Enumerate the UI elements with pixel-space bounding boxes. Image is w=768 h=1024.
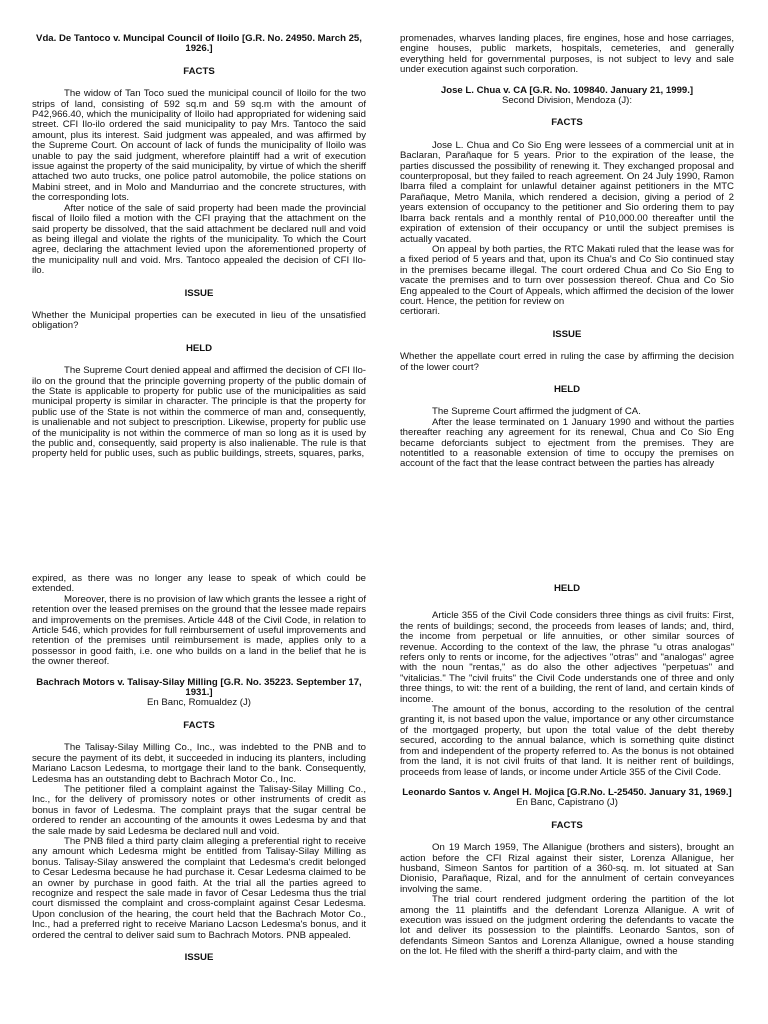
held-paragraph: Article 355 of the Civil Code considers three things as civil fruits: First, the rents of buildings; second, the proceeds from leases of lands; and, third, the income from perpetual or life annuities, or other similar sources of revenue. According to the context of the law, the phrase "u otras analogas" refers only to rents or income, for the adjectives "otras" and "analogas" agree with the noun "rentas," as do also the other adjectives "perpetuas" and "vitalicias." The "civil fruits" the Civil Code understands one of three and only three things, to wit: the rent of a building, the rent of land, and certain kinds of income.: [400, 610, 734, 705]
issue-text: Whether the appellate court erred in ruling the case by affirming the decision of the lower court?: [400, 351, 734, 373]
continued-text: expired, as there was no longer any lease to speak of which could be extended.: [32, 573, 366, 595]
facts-paragraph: On appeal by both parties, the RTC Makati ruled that the lease was for a fixed period of 5 years and that, upon its Chua's and Co Sio continued stay in the premises became illegal. The court ordered Chua and Co Sio Eng to vacate the premises and to turn over possession thereof. Chua and Co Sio Eng appealed to the Court of Appeals, which affirmed the decision of the lower court. Hence, the petition for review on: [400, 243, 734, 307]
held-heading: HELD: [185, 342, 213, 354]
issue-heading: ISSUE: [184, 287, 214, 299]
facts-paragraph: On 19 March 1959, The Allanigue (brothers and sisters), brought an action before the CFI Rizal against their sister, Lorenza Allanigue, her husband, Simeon Santos for partition of a 360-sq. m. lot situated at San Dionisio, Parañaque, Rizal, and for the annulment of certain conveyances involving the same.: [400, 842, 734, 895]
facts-heading: FACTS: [183, 719, 215, 731]
facts-paragraph: The petitioner filed a complaint against the Talisay-Silay Milling Co., Inc., for the delivery of promissory notes or other instruments of credit as bonus in favor of Ledesma. The complaint prays that the sugar central be ordered to render an accounting of the amounts it owes Ledesma by and that the sale made by said Ledesma be declared null and void.: [32, 783, 366, 837]
facts-paragraph: Jose L. Chua and Co Sio Eng were lessees of a commercial unit at in Baclaran, Parañaque for 5 years. Prior to the expiration of the lease, the parties discussed the possibility of renewing it. They exchanged proposal and counterproposal, but they failed to reach agreement. On 24 July 1990, Ramon Ibarra filed a complaint for unlawful detainer against petitioners in the MTC Parañaque, Metro Manila, which rendered a decision, giving a period of 2 years extension of occupancy to the petitioner and Sio ordering them to pay Ibarra back rentals and a monthly rental of P10,000.00 thereafter until the expiration of extension of their occupancy or until the subject premises is actually vacated.: [400, 139, 734, 245]
facts-paragraph: After notice of the sale of said property had been made the provincial fiscal of Iloilo filed a motion with the CFI praying that the attachment on the said property be dissolved, that the said attachment be declared null and void as being illegal and violate the rights of the municipality. To which the Court agree, declaring the attachment levied upon the aforementioned property of the municipality null and void. Mrs. Tantoco appealed the decision of CFI Ilo-ilo.: [32, 202, 366, 277]
case-title-santos: Leonardo Santos v. Angel H. Mojica [G.R.No. L-25450. January 31, 1969.]: [402, 786, 732, 798]
case-division: En Banc, Romualdez (J): [147, 697, 251, 709]
held-paragraph: The amount of the bonus, according to the resolution of the central granting it, is not based upon the value, importance or any other circumstance of the mortgaged property, but upon the total value of the debt thereby secured, according to the annual balance, which is something quite distinct from and independent of the property referred to. As the bonus is not obtained from the land, it is not civil fruits of that land. It is neither rent of buildings, proceeds from lease of lands, or income under Article 355 of the Civil Code.: [400, 704, 734, 778]
case-title-bachrach: Bachrach Motors v. Talisay-Silay Milling [G.R. No. 35223. September 17, 1931.]: [36, 676, 362, 699]
case-division: En Banc, Capistrano (J): [516, 797, 618, 809]
facts-paragraph: The Talisay-Silay Milling Co., Inc., was indebted to the PNB and to secure the payment of its debt, it succeeded in inducing its planters, including Mariano Lacson Ledesma, to mortgage their land to the bank. Consequently, Ledesma has an outstanding debt to Bachrach Motor Co., Inc.: [32, 742, 366, 785]
case-title-chua: Jose L. Chua v. CA [G.R. No. 109840. January 21, 1999.]: [440, 84, 694, 96]
facts-paragraph: certiorari.: [400, 306, 440, 318]
issue-heading: ISSUE: [552, 328, 582, 340]
continued-paragraph: Moreover, there is no provision of law which grants the lessee a right of retention over the leased premises on the ground that the lessee made repairs and improvements on the premises. Article 448 of the Civil Code, in relation to Article 546, which provides for full reimbursement of useful improvements and retention of the premises until reimbursement is made, applies only to a possessor in good faith, i.e. one who builds on a land in the belief that he is the owner thereof.: [32, 593, 366, 668]
facts-heading: FACTS: [551, 819, 583, 831]
facts-paragraph: The PNB filed a third party claim alleging a preferential right to receive any amount which Ledesma might be entitled from Talisay-Silay Milling as bonus. Talisay-Silay answered the complaint that Ledesma's credit belonged to Cesar Ledesma because he had purchase it. Cesar Ledesma claimed to be an owner by purchase in good faith. At the trial all the parties agreed to recognize and respect the sale made in favor of Cesar Ledesma thus the trial court dismissed the complaint and cross-complaint against Cesar Ledesma. Upon conclusion of the hearing, the court held that the Bachrach Motor Co., Inc., had a preferred right to receive Mariano Lacson Ledesma's bonus, and it ordered the central to deliver said sum to Bachrach Motors. PNB appealed.: [32, 835, 366, 941]
column-top-right: [400, 34, 734, 470]
facts-heading: FACTS: [183, 65, 215, 77]
case-division: Second Division, Mendoza (J):: [501, 95, 633, 107]
facts-paragraph: The widow of Tan Toco sued the municipal council of Iloilo for the two strips of land, consisting of 592 sq.m and 59 sq.m with the amount of P42,966.40, which the municipality of Iloilo had appropriated for widening said street. CFI Ilo-ilo ordered the said municipality to pay Mrs. Tantoco the said amount, plus its interest. Said judgment was appealed, and was affirmed by the Supreme Court. On account of lack of funds the municipality of Iloilo was unable to pay the said judgment, wherefore plaintiff had a writ of execution issue against the property of the said municipality, by virtue of which the sheriff attached two auto trucks, one police patrol automobile, the police stations on Mabini street, and in Molo and Mandurriao and the concrete structures, with the corresponding lots.: [32, 88, 366, 204]
case-title-tantoco: Vda. De Tantoco v. Muncipal Council of Iloilo [G.R. No. 24950. March 25, 1926.]: [36, 33, 362, 55]
column-bottom-right: [400, 584, 734, 958]
column-top-left: [32, 34, 366, 460]
held-paragraph: The Supreme Court affirmed the judgment of CA.: [432, 406, 641, 418]
held-heading: HELD: [553, 583, 581, 594]
facts-heading: FACTS: [551, 117, 583, 129]
issue-text: Whether the Municipal properties can be executed in lieu of the unsatisfied obligation?: [32, 309, 366, 332]
held-paragraph: After the lease terminated on 1 January 1990 and without the parties thereafter reaching any agreement for its renewal, Chua and Co Sio Eng became deforciants subject to ejectment from the premises. They are notentitled to a reasonable extension of time to occupy the premises on account of the fact that the lease contract between the parties has already: [400, 416, 734, 470]
held-heading: HELD: [553, 383, 581, 395]
continued-text: promenades, wharves landing places, fire engines, hose and hose carriages, engine houses, public markets, hospitals, cemeteries, and generally everything held for governmental purposes, is not subject to levy and sale under execution against such corporation.: [400, 33, 734, 76]
issue-heading: ISSUE: [184, 952, 214, 963]
held-text: The Supreme Court denied appeal and affirmed the decision of CFI Ilo-ilo on the ground that the principle governing property of the public domain of the State is applicable to property for public use of the municipalities as said municipal property is similar in character. The principle is that the property for public use of the State is not within the commerce of man and, consequently, is unalienable and not subject to prescription. Likewise, property for public use of the municipality is not within the commerce of man so long as it is used by the public and, consequently, said property is also inalienable. The rule is that property held for public uses, such as public buildings, streets, squares, parks,: [32, 365, 366, 460]
column-bottom-left: [32, 574, 366, 975]
facts-paragraph: The trial court rendered judgment ordering the partition of the lot among the 11 plaintiffs and the defendant Lorenza Allanigue. A writ of execution was issued on the judgment ordering the defendants to vacate the lot and deliver its possession to the plaintiffs. Leonardo Santos, son of defendants Simeon Santos and Lorenza Allanigue, owned a house standing on the lot. He filed with the sheriff a third-party claim, and with the: [400, 894, 734, 958]
